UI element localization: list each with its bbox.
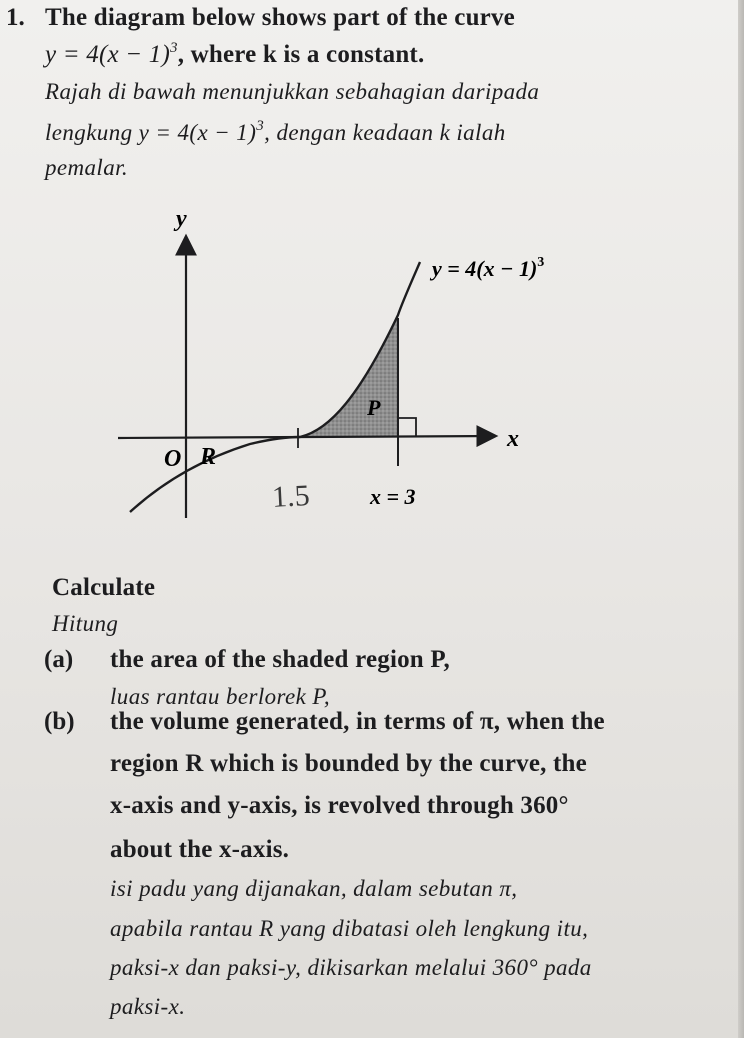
calculate-heading: Calculate	[52, 574, 156, 601]
origin-label: O	[164, 446, 182, 472]
region-p-label: P	[367, 395, 381, 420]
stem-ms-line-2: lengkung $y = 4(x - 1)^3$, dengan keadaan k ialah	[45, 118, 506, 145]
stem-en-line-1: The diagram below shows part of the curve	[45, 4, 515, 31]
region-r-label: R	[200, 444, 217, 470]
curve-equation: $y = 4(x - 1)^3$	[45, 40, 178, 68]
shaded-region-p	[300, 315, 398, 437]
question-number: 1.	[6, 4, 25, 31]
hitung-heading: Hitung	[52, 611, 119, 636]
right-angle-mark	[398, 418, 416, 437]
part-a-en: the area of the shaded region P,	[110, 646, 450, 673]
part-b-ms-line-2: apabila rantau R yang dibatasi oleh lengkung itu,	[110, 916, 589, 941]
stem-en-line-2: $y = 4(x - 1)^3$, where k is a constant.	[45, 40, 425, 68]
part-b-ms-line-3: paksi-x dan paksi-y, dikisarkan melalui 360° pada	[110, 955, 592, 980]
part-b-ms-line-4: paksi-x.	[110, 994, 186, 1019]
stem-ms-line-3: pemalar.	[45, 155, 129, 180]
curve-label: $y = 4(x - 1)^3$	[432, 255, 545, 281]
curve-equation-ms: $y = 4(x - 1)^3$	[138, 118, 265, 145]
part-b-label: (b)	[44, 708, 75, 735]
part-b-ms-line-1: isi padu yang dijanakan, dalam sebutan π,	[110, 876, 518, 901]
y-axis-label: y	[176, 206, 187, 232]
vertical-line-label: x = 3	[370, 484, 416, 509]
part-b-en-line-4: about the x-axis.	[110, 836, 290, 863]
part-b-en-line-1: the volume generated, in terms of π, when the	[110, 708, 605, 735]
handwritten-note: 1.5	[271, 479, 311, 514]
part-b-en-line-2: region R which is bounded by the curve, the	[110, 750, 587, 777]
part-b-en-line-3: x-axis and y-axis, is revolved through 360°	[110, 792, 569, 819]
part-a-label: (a)	[44, 646, 74, 673]
page-edge-shadow	[738, 0, 744, 1038]
part-a-ms: luas rantau berlorek P,	[110, 684, 331, 709]
stem-ms-line-1: Rajah di bawah menunjukkan sebahagian daripada	[45, 79, 540, 104]
x-axis-label: x	[507, 426, 519, 452]
